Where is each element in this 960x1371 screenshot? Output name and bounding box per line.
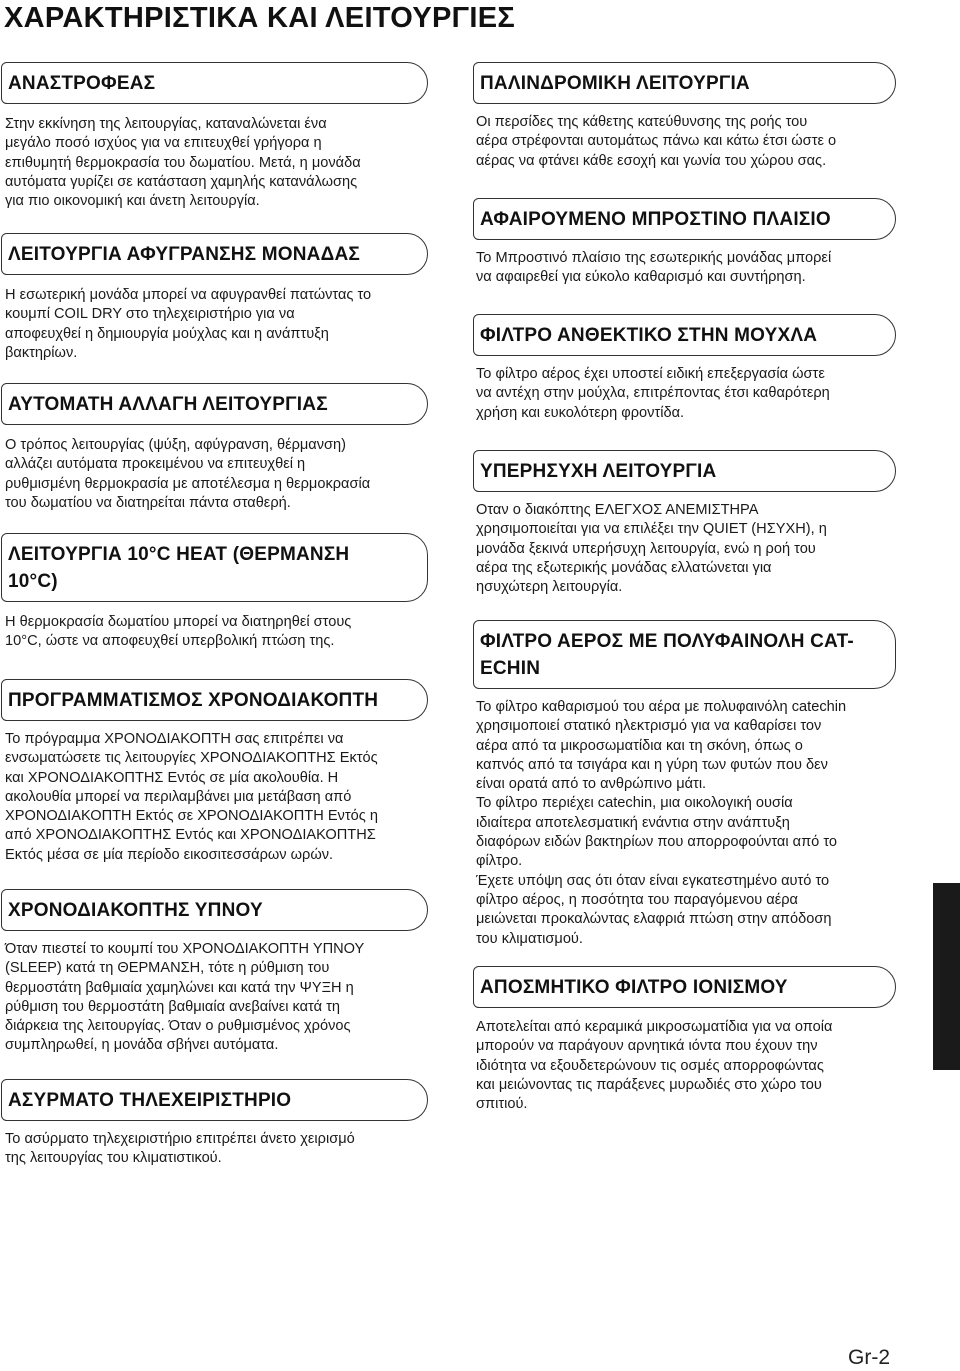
section-program-timer: [0, 679, 430, 865]
section-10c-heat: [0, 533, 430, 652]
section-text: Αποτελείται από κεραμικά μικροσωματίδια για να οποία μπορούν να παράγουν αρνητικά ιόντα που έχουν την ιδιότητα να εξουδετερώνουν τις οσμές απορροφώντας και μειώνοντας τις παράξενες μυρωδιές στο χώρο του σπιτιού.: [476, 1019, 833, 1113]
section-inverter: [0, 62, 430, 211]
section-heading: ΑΥΤΟΜΑΤΗ ΑΛΛΑΓΗ ΛΕΙΤΟΥΡΓΙΑΣ: [1, 383, 428, 425]
section-swing: [473, 62, 907, 171]
section-text: Το πρόγραμμα ΧΡΟΝΟΔΙΑΚΟΠΤΗ σας επιτρέπει να ενσωματώσετε τις λειτουργίες ΧΡΟΝΟΔΙΑΚΟΠΤΗΣ Εκτός και ΧΡΟΝΟΔΙΑΚΟΠΤΗΣ Εντός σε μία ακολουθία. Η ακολουθία μπορεί να περιλαμβάνει μια μετάβαση από ΧΡΟΝΟΔΙΑΚΟΠΤΗ Εκτός σε ΧΡΟΝΟΔΙΑΚΟΠΤΗ Εντός η από ΧΡΟΝΟΔΙΑΚΟΠΤΗΣ Εντός και ΧΡΟΝΟΔΙΑΚΟΠΤΗΣ Εκτός μέσα σε μία περίοδο εικοσιτεσσάρων ωρών.: [5, 731, 378, 863]
section-heading: ΦΙΛΤΡΟ ΑΝΘΕΚΤΙΚΟ ΣΤΗΝ ΜΟΥΧΛΑ: [473, 314, 896, 356]
section-text: Το φίλτρο αέρος έχει υποστεί ειδική επεξεργασία ώστε να αντέχη στην μούχλα, επιτρέποντας έτσι καθαρότερη χρήση και ευκολότερη φροντίδα.: [476, 366, 830, 421]
section-heading: ΛΕΙΤΟΥΡΓΙΑ 10°C HEAT (ΘΕΡΜΑΝΣΗ 10°C): [1, 533, 428, 602]
page-number: Gr-2: [848, 1346, 890, 1369]
section-text: Το ασύρματο τηλεχειριστήριο επιτρέπει άνετο χειρισμό της λειτουργίας του κλιματιστικού.: [5, 1131, 355, 1167]
section-heading: ΥΠΕΡΗΣΥΧΗ ΛΕΙΤΟΥΡΓΙΑ: [473, 450, 896, 492]
section-heading: ΠΡΟΓΡΑΜΜΑΤΙΣΜΟΣ ΧΡΟΝΟΔΙΑΚΟΠΤΗ: [1, 679, 428, 721]
section-wireless-remote: [0, 1079, 430, 1169]
section-text: Η εσωτερική μονάδα μπορεί να αφυγρανθεί πατώντας το κουμπί COIL DRY στο τηλεχειριστήριο για να αποφευχθεί η δημιουργία μούχλας και η ανάπτυξη βακτηρίων.: [5, 287, 372, 361]
section-text: Στην εκκίνηση της λειτουργίας, καταναλώνεται ένα μεγάλο ποσό ισχύος για να επιτευχθεί γρήγορα η επιθυμητή θερμοκρασία του δωματίου. Μετά, η μονάδα αυτόματα γυρίζει σε κατάσταση χαμηλής κατανάλωσης για πιο οικονομική και άνετη λειτουργία.: [5, 116, 361, 210]
section-heading: ΦΙΛΤΡΟ ΑΕΡΟΣ ΜΕ ΠΟΛΥΦΑΙΝΟΛΗ CAT- ECHIN: [473, 620, 896, 689]
section-auto-changeover: [0, 383, 430, 513]
section-heading: ΑΝΑΣΤΡΟΦΕΑΣ: [1, 62, 428, 104]
section-heading: ΧΡΟΝΟΔΙΑΚΟΠΤΗΣ ΥΠΝΟΥ: [1, 889, 428, 931]
section-text: Ο τρόπος λειτουργίας (ψύξη, αφύγρανση, θέρμανση) αλλάζει αυτόματα προκειμένου να επιτευχθεί η ρυθμισμένη θερμοκρασία με αποτέλεσμα η θερμοκρασία του δωματίου να διατηρείται πάντα σταθερή.: [5, 437, 371, 511]
section-text: Οι περσίδες της κάθετης κατεύθυνσης της ροής του αέρα στρέφονται αυτομάτως πάνω και κάτω έτσι ώστε ο αέρας να φτάνει κάθε εσοχή και γωνία του χώρου σας.: [476, 114, 837, 169]
section-text: Το φίλτρο καθαρισμού του αέρα με πολυφαινόλη catechin χρησιμοποιεί στατικό ηλεκτρισμό για να καθαρίσει τον αέρα από τα μικροσωματίδια και τη σκόνη, όπως ο καπνός από τα τσιγάρα και η γύρη των φυτών που δεν είναι ορατά από το ανθρώπινο μάτι. Το φίλτρο περιέχει catechin, μια οικολογική ουσία ιδιαίτερα αποτελεσματική ενάντια στην ανάπτυξη διαφόρων ειδών βακτηρίων που απορροφούνται από το φίλτρο. Έχετε υπόψη σας ότι όταν είναι εγκατεστημένο αυτό το φίλτρο αέρος, η ποσότητα του παραγόμενου αέρα μειώνεται προκαλώντας ελαφριά πτώση στην απόδοση του κλιματισμού.: [476, 699, 847, 947]
section-heading: ΠΑΛΙΝΔΡΟΜΙΚΗ ΛΕΙΤΟΥΡΓΙΑ: [473, 62, 896, 104]
section-catechin-filter: [473, 620, 907, 949]
section-ion-deodorizing-filter: [473, 966, 907, 1114]
section-super-quiet: [473, 450, 907, 597]
section-heading: ΑΦΑΙΡΟΥΜΕΝΟ ΜΠΡΟΣΤΙΝΟ ΠΛΑΙΣΙΟ: [473, 198, 896, 240]
section-heading: ΑΠΟΣΜΗΤΙΚΟ ΦΙΛΤΡΟ ΙΟΝΙΣΜΟΥ: [473, 966, 896, 1008]
section-mould-filter: [473, 314, 907, 423]
section-text: Η θερμοκρασία δωματίου μπορεί να διατηρηθεί στους 10°C, ώστε να αποφευχθεί υπερβολική πτώση της.: [5, 614, 352, 650]
section-text: Το Μπροστινό πλαίσιο της εσωτερικής μονάδας μπορεί να αφαιρεθεί για εύκολο καθαρισμό και συντήρηση.: [476, 250, 832, 286]
section-text: Όταν πιεστεί το κουμπί του ΧΡΟΝΟΔΙΑΚΟΠΤΗ ΥΠΝΟΥ (SLEEP) κατά τη ΘΕΡΜΑΝΣΗ, τότε η ρύθμιση του θερμοστάτη βαθμιαία χαμηλώνει και κατά την ΨΥΞΗ η ρύθμιση του θερμοστάτη βαθμιαία ανεβαίνει κατά τη διάρκεια της λειτουργίας. Όταν ο ρυθμισμένος χρόνος συμπληρωθεί, η μονάδα σβήνει αυτόματα.: [5, 941, 365, 1054]
section-removable-panel: [473, 198, 907, 288]
section-heading: ΑΣΥΡΜΑΤΟ ΤΗΛΕΧΕΙΡΙΣΤΗΡΙΟ: [1, 1079, 428, 1121]
section-coil-dry: [0, 233, 430, 363]
side-tab-marker: [933, 883, 960, 1070]
page-title: ΧΑΡΑΚΤΗΡΙΣΤΙΚΑ ΚΑΙ ΛΕΙΤΟΥΡΓΙΕΣ: [4, 2, 516, 34]
section-sleep-timer: [0, 889, 430, 1056]
section-text: Οταν ο διακόπτης ΕΛΕΓΧΟΣ ΑΝΕΜΙΣΤΗΡΑ χρησιμοποιείται για να επιλέξει την QUIET (ΗΣΥΧΗ), η μονάδα ξεκινά υπερήσυχη λειτουργία, ενώ η ροή του αέρα της εξωτερικής μονάδας ελλατώνεται για ησυχώτερη λειτουργία.: [476, 502, 827, 596]
section-heading: ΛΕΙΤΟΥΡΓΙΑ ΑΦΥΓΡΑΝΣΗΣ ΜΟΝΑΔΑΣ: [1, 233, 428, 275]
